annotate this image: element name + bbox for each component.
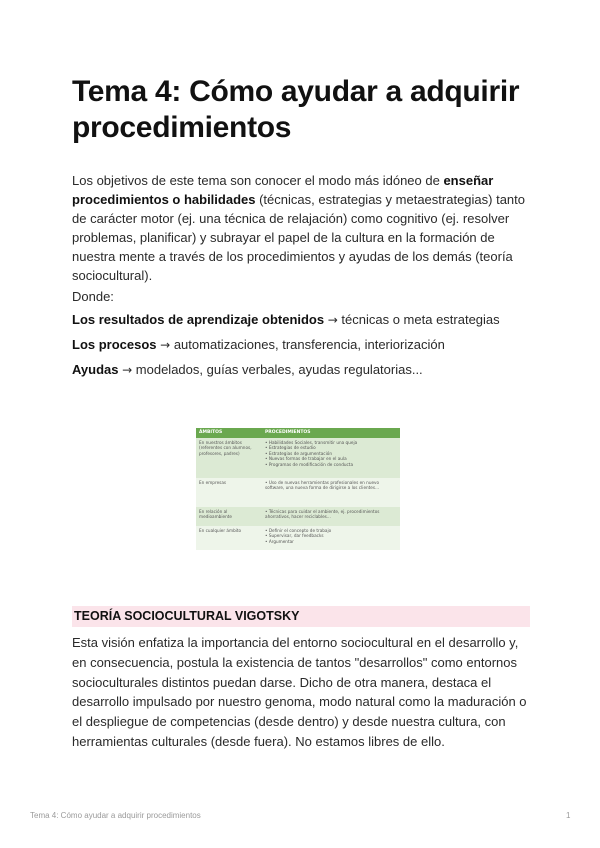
list-item: • Argumentar bbox=[265, 538, 294, 544]
list-item-text: Nuevas formas de trabajar en el aula bbox=[268, 456, 347, 462]
list-item: • Nuevas formas de trabajar en el aula bbox=[265, 456, 347, 462]
table-cell-procedimientos bbox=[262, 438, 400, 478]
list-item: • Estrategias de argumentación bbox=[265, 450, 332, 456]
definition-desc: técnicas o meta estrategias bbox=[337, 312, 500, 327]
list-item-text: Técnicas para cuidar el ambiente, ej. procedimientos ahorrativos, hacer reciclables... bbox=[265, 508, 380, 520]
list-item-text: Estrategias de argumentación bbox=[268, 450, 332, 456]
list-item-text: Estrategias de estudio bbox=[268, 445, 316, 451]
list-item-text: Habilidades Sociales, transmitir una queja bbox=[268, 439, 358, 445]
definition-aids bbox=[72, 360, 532, 380]
section-paragraph: Esta visión enfatiza la importancia del entorno sociocultural en el desarrollo y, en consecuencia, postula la existencia de tantos "desarrollos" como entornos socioculturales distintos puedan darse. Dicho de otra manera, destaca el desarrollo impulsado por nuestro genoma, modo natural como la maduración o el despliegue de competencias (desde dentro) y desde nuestra cultura, con herramientas culturales (desde fuera). No estamos libres de ello. bbox=[72, 635, 527, 749]
arrow-icon: → bbox=[122, 363, 133, 377]
intro-text-before: Los objetivos de este tema son conocer el modo más idóneo de bbox=[72, 173, 444, 188]
arrow-icon: → bbox=[160, 338, 171, 352]
intro-bold: enseñar procedimientos o habilidades bbox=[72, 173, 494, 207]
footer-page-number: 1 bbox=[566, 811, 571, 820]
definition-desc: automatizaciones, transferencia, interiorización bbox=[170, 337, 445, 352]
intro-text-after: (técnicas, estrategias y metaestrategias) tanto de carácter motor (ej. una técnica de relajación) como cognitivo (ej. resolver problemas, planificar) y subrayar el papel de la cultura en la formación de nuestra mente a través de los procedimientos y ayudas de los demás (teoría sociocultural). bbox=[72, 192, 525, 283]
table-header-procedimientos: PROCEDIMIENTOS bbox=[262, 428, 400, 438]
definition-processes bbox=[72, 335, 532, 355]
section-heading: TEORÍA SOCIOCULTURAL VIGOTSKY bbox=[72, 606, 530, 627]
list-item-text: Programas de modificación de conducta bbox=[268, 461, 354, 467]
list-item: • Estrategias de estudio bbox=[265, 445, 316, 451]
arrow-icon: → bbox=[327, 313, 338, 327]
table-row bbox=[196, 507, 400, 526]
table-cell-ambito: En empresas bbox=[196, 478, 262, 507]
definition-term: Ayudas bbox=[72, 362, 119, 377]
table-cell-ambito: En cualquier ámbito bbox=[196, 526, 262, 550]
table-row bbox=[196, 438, 400, 478]
list-item: • Uso de nuevas herramientas profesionales en nuevo software, una nueva forma de dirigirse a los clientes... bbox=[265, 479, 380, 491]
list-item: • Definir el concepto de trabajo bbox=[265, 527, 332, 533]
table-row bbox=[196, 526, 400, 550]
list-item-text: Supervisar, dar feedbacks bbox=[268, 533, 324, 539]
table-cell-ambito: En nuestros ámbitos (referentes con alumnos, profesores, padres) bbox=[196, 438, 262, 478]
page-title: Tema 4: Cómo ayudar a adquirir procedimientos bbox=[72, 75, 520, 144]
list-item: • Habilidades Sociales, transmitir una queja bbox=[265, 439, 358, 445]
table-cell-procedimientos bbox=[262, 478, 400, 507]
donde-label: Donde: bbox=[72, 289, 114, 304]
definition-desc: modelados, guías verbales, ayudas regulatorias... bbox=[132, 362, 423, 377]
list-item-text: Argumentar bbox=[268, 538, 294, 544]
table-header-ambitos: ÁMBITOS bbox=[196, 428, 262, 438]
table-cell-procedimientos bbox=[262, 507, 400, 526]
list-item: • Técnicas para cuidar el ambiente, ej. procedimientos ahorrativos, hacer reciclables... bbox=[265, 508, 380, 520]
table-header-row bbox=[196, 428, 400, 438]
definition-results bbox=[72, 310, 532, 330]
footer-title: Tema 4: Cómo ayudar a adquirir procedimientos bbox=[30, 811, 201, 820]
procedures-table bbox=[196, 428, 400, 550]
table-cell-ambito: En relación al medioambiente bbox=[196, 507, 262, 526]
table-row bbox=[196, 478, 400, 507]
list-item: • Programas de modificación de conducta bbox=[265, 461, 354, 467]
list-item-text: Uso de nuevas herramientas profesionales en nuevo software, una nueva forma de dirigirse a los clientes... bbox=[265, 479, 380, 491]
list-item-text: Definir el concepto de trabajo bbox=[268, 527, 332, 533]
definition-term: Los procesos bbox=[72, 337, 157, 352]
table-cell-procedimientos bbox=[262, 526, 400, 550]
intro-paragraph bbox=[72, 171, 532, 285]
definition-term: Los resultados de aprendizaje obtenidos bbox=[72, 312, 325, 327]
list-item: • Supervisar, dar feedbacks bbox=[265, 533, 324, 539]
